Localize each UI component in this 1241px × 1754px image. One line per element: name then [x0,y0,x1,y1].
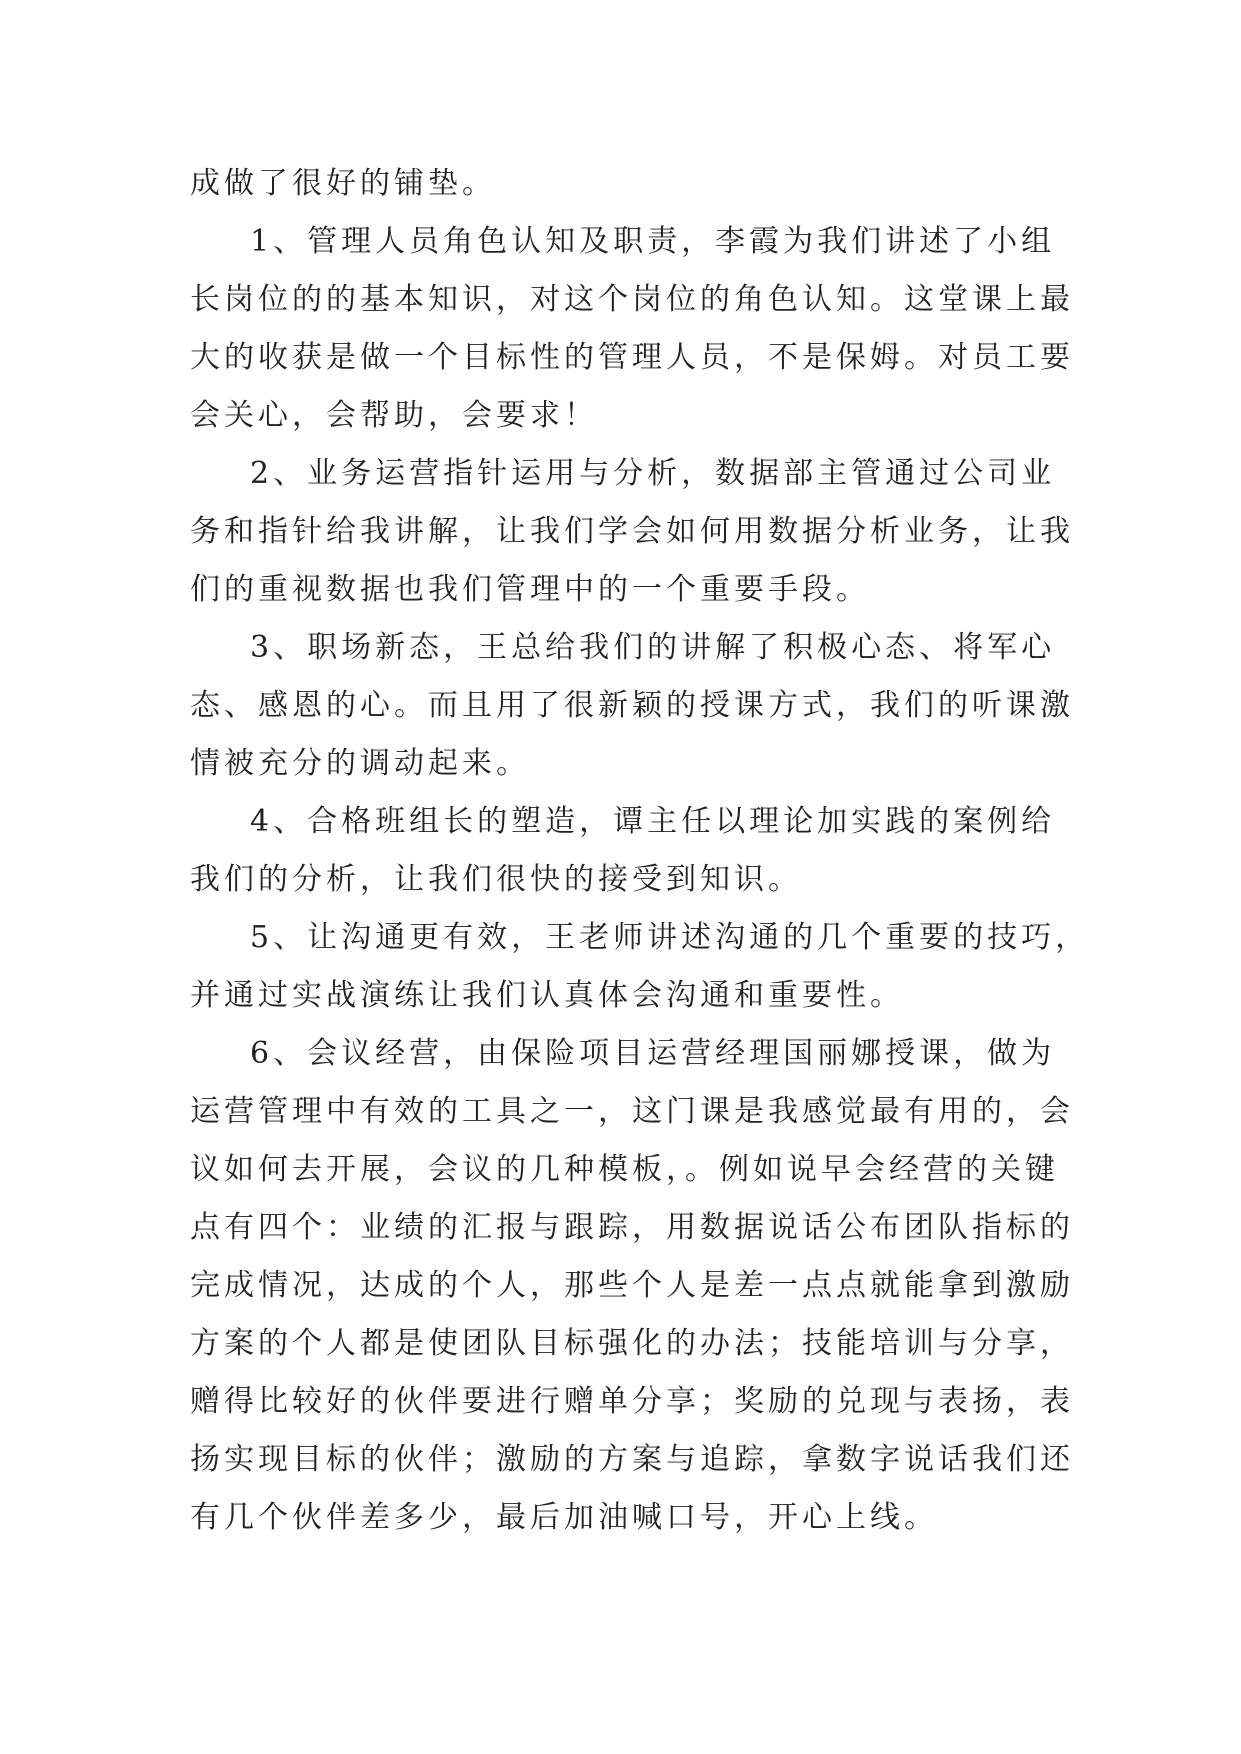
text-line: 并通过实战演练让我们认真体会沟通和重要性。 [190,978,904,1013]
text-line: 大的收获是做一个目标性的管理人员，不是保姆。对员工要 [190,340,1074,375]
text-line: 态、感恩的心。而且用了很新颖的授课方式，我们的听课激 [190,688,1074,723]
paragraph-5-start: 5、让沟通更有效，王老师讲述沟通的几个重要的技巧， [250,920,1090,955]
text-line: 扬实现目标的伙伴；激励的方案与追踪，拿数字说话我们还 [190,1442,1074,1477]
paragraph-3-start: 3、职场新态，王总给我们的讲解了积极心态、将军心 [250,630,1056,665]
text-line: 情被充分的调动起来。 [190,746,530,781]
text-line: 会关心，会帮助，会要求！ [190,398,598,433]
text-line: 议如何去开展，会议的几种模板，。例如说早会经营的关键 [190,1152,1059,1187]
text-line: 务和指针给我讲解，让我们学会如何用数据分析业务，让我 [190,514,1074,549]
text-line: 成做了很好的铺垫。 [190,166,496,201]
paragraph-1-start: 1、管理人员角色认知及职责，李霞为我们讲述了小组 [250,224,1056,259]
document-body [190,155,1090,1547]
text-line: 我们的分析，让我们很快的接受到知识。 [190,862,802,897]
text-line: 方案的个人都是使团队目标强化的办法；技能培训与分享， [190,1326,1074,1361]
text-line: 们的重视数据也我们管理中的一个重要手段。 [190,572,870,607]
paragraph-2-start: 2、业务运营指针运用与分析，数据部主管通过公司业 [250,456,1056,491]
text-line: 赠得比较好的伙伴要进行赠单分享；奖励的兑现与表扬，表 [190,1384,1074,1419]
text-line: 有几个伙伴差多少，最后加油喊口号，开心上线。 [190,1500,938,1535]
text-line: 点有四个：业绩的汇报与跟踪，用数据说话公布团队指标的 [190,1210,1074,1245]
text-line: 运营管理中有效的工具之一，这门课是我感觉最有用的，会 [190,1094,1074,1129]
text-line: 长岗位的的基本知识，对这个岗位的角色认知。这堂课上最 [190,282,1074,317]
text-line: 完成情况，达成的个人，那些个人是差一点点就能拿到激励 [190,1268,1074,1303]
paragraph-4-start: 4、合格班组长的塑造，谭主任以理论加实践的案例给 [250,804,1056,839]
paragraph-6-start: 6、会议经营，由保险项目运营经理国丽娜授课，做为 [250,1036,1056,1071]
